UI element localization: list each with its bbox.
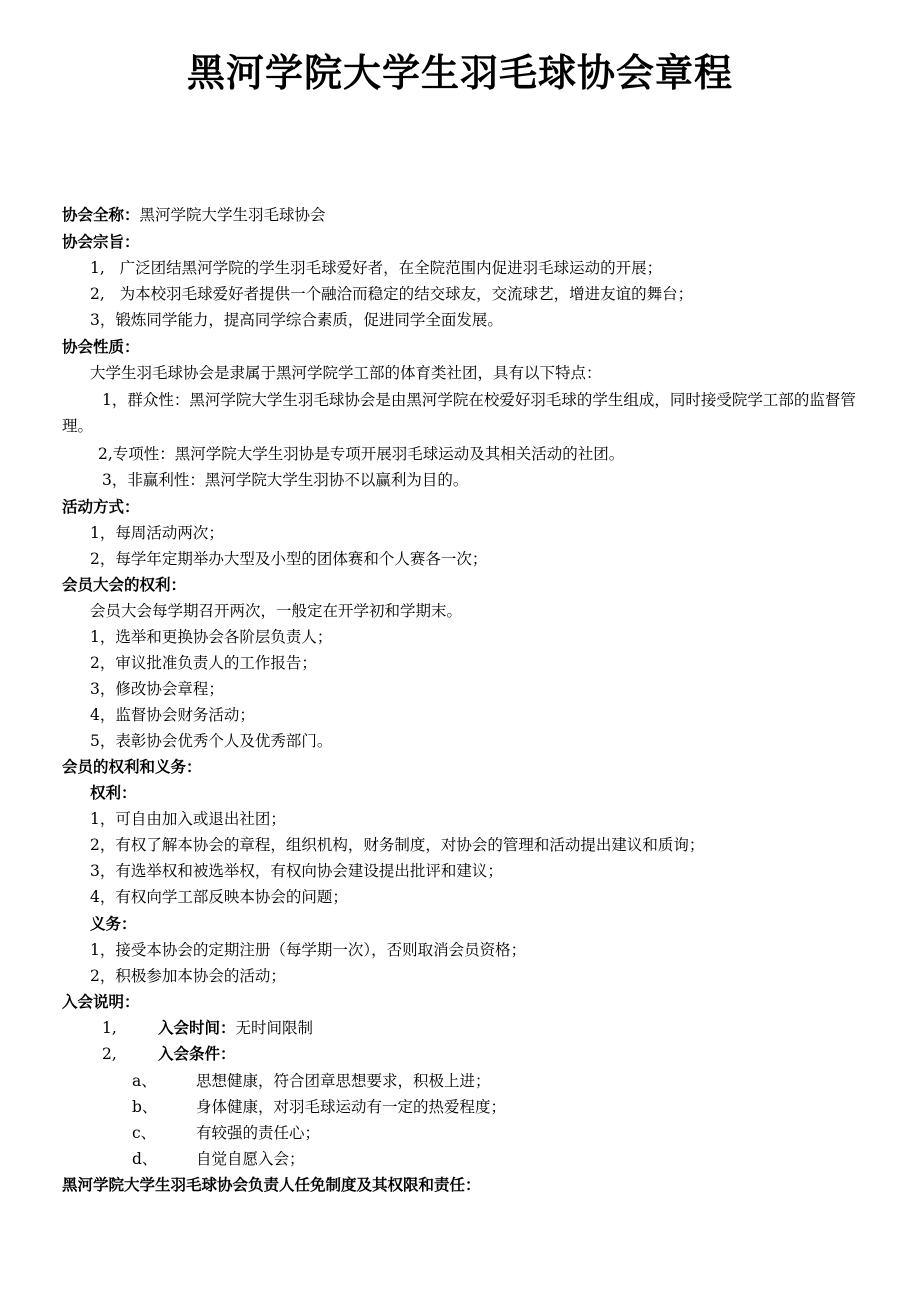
nature-item-3: 3，非赢利性：黑河学院大学生羽协不以赢利为目的。 xyxy=(102,471,469,489)
assembly-item-5: 5，表彰协会优秀个人及优秀部门。 xyxy=(90,732,333,750)
assembly-item-2: 2，审议批准负责人的工作报告； xyxy=(90,654,317,672)
rights-item-4: 4，有权向学工部反映本协会的问题； xyxy=(90,888,348,906)
condition-item-d xyxy=(132,1149,305,1169)
purpose-item-3: 3，锻炼同学能力，提高同学综合素质，促进同学全面发展。 xyxy=(90,311,503,329)
nature-item-2: 2,专项性：黑河学院大学生羽协是专项开展羽毛球运动及其相关活动的社团。 xyxy=(98,445,625,463)
condition-text: 思想健康，符合团章思想要求，积极上进； xyxy=(196,1072,491,1090)
joining-time-value: 无时间限制 xyxy=(235,1019,314,1037)
joining-time-label: 入会时间： xyxy=(158,1019,236,1037)
duties-item-1: 1，接受本协会的定期注册（每学期一次），否则取消会员资格； xyxy=(90,941,527,959)
duties-item-2: 2，积极参加本协会的活动； xyxy=(90,967,286,985)
rights-heading: 权利： xyxy=(90,784,137,802)
condition-mark: b、 xyxy=(132,1098,158,1116)
activities-item-1: 1，每周活动两次； xyxy=(90,524,224,542)
joining-time-line xyxy=(102,1018,313,1038)
condition-text: 身体健康，对羽毛球运动有一定的热爱程度； xyxy=(196,1098,507,1116)
duties-heading: 义务： xyxy=(90,915,137,933)
condition-text: 自觉自愿入会； xyxy=(196,1150,305,1168)
condition-text: 有较强的责任心； xyxy=(196,1124,321,1142)
purpose-item-1: 1, 广泛团结黑河学院的学生羽毛球爱好者，在全院范围内促进羽毛球运动的开展； xyxy=(90,259,663,277)
nature-heading: 协会性质： xyxy=(62,338,140,356)
condition-item-c xyxy=(132,1123,320,1143)
assembly-item-1: 1，选举和更换协会各阶层负责人； xyxy=(90,628,333,646)
full-name-value: 黑河学院大学生羽毛球协会 xyxy=(139,206,326,224)
rights-item-3: 3，有选举权和被选举权，有权向协会建设提出批评和建议； xyxy=(90,862,503,880)
rights-item-2: 2，有权了解本协会的章程，组织机构，财务制度，对协会的管理和活动提出建议和质询； xyxy=(90,836,705,854)
assembly-heading: 会员大会的权利： xyxy=(62,576,187,594)
condition-item-b xyxy=(132,1097,506,1117)
nature-intro: 大学生羽毛球协会是隶属于黑河学院学工部的体育类社团，具有以下特点： xyxy=(90,364,602,382)
joining-time-num: 1, xyxy=(102,1019,117,1037)
joining-cond-line xyxy=(102,1044,236,1064)
condition-mark: d、 xyxy=(132,1150,158,1168)
assembly-intro: 会员大会每学期召开两次，一般定在开学初和学期末。 xyxy=(90,602,463,620)
activities-item-2: 2，每学年定期举办大型及小型的团体赛和个人赛各一次； xyxy=(90,550,488,568)
full-name-label: 协会全称： xyxy=(62,206,140,224)
full-name-line xyxy=(62,205,326,225)
rights-item-1: 1，可自由加入或退出社团； xyxy=(90,810,286,828)
condition-item-a xyxy=(132,1071,491,1091)
page-title: 黑河学院大学生羽毛球协会章程 xyxy=(186,51,733,95)
members-heading: 会员的权利和义务： xyxy=(62,758,202,776)
joining-cond-num: 2, xyxy=(102,1045,117,1063)
joining-cond-label: 入会条件： xyxy=(158,1045,236,1063)
purpose-item-2: 2, 为本校羽毛球爱好者提供一个融洽而稳定的结交球友，交流球艺，增进友谊的舞台； xyxy=(90,285,694,303)
assembly-item-4: 4，监督协会财务活动； xyxy=(90,706,255,724)
activities-heading: 活动方式： xyxy=(62,498,140,516)
appointment-heading: 黑河学院大学生羽毛球协会负责人任免制度及其权限和责任： xyxy=(62,1176,481,1194)
purpose-heading: 协会宗旨： xyxy=(62,233,140,251)
nature-item-1: 1，群众性：黑河学院大学生羽毛球协会是由黑河学院在校爱好羽毛球的学生组成，同时接受院学工部的监督管理。 xyxy=(62,391,856,435)
joining-heading: 入会说明： xyxy=(62,993,140,1011)
condition-mark: a、 xyxy=(132,1072,157,1090)
condition-mark: c、 xyxy=(132,1124,157,1142)
assembly-item-3: 3，修改协会章程； xyxy=(90,680,224,698)
